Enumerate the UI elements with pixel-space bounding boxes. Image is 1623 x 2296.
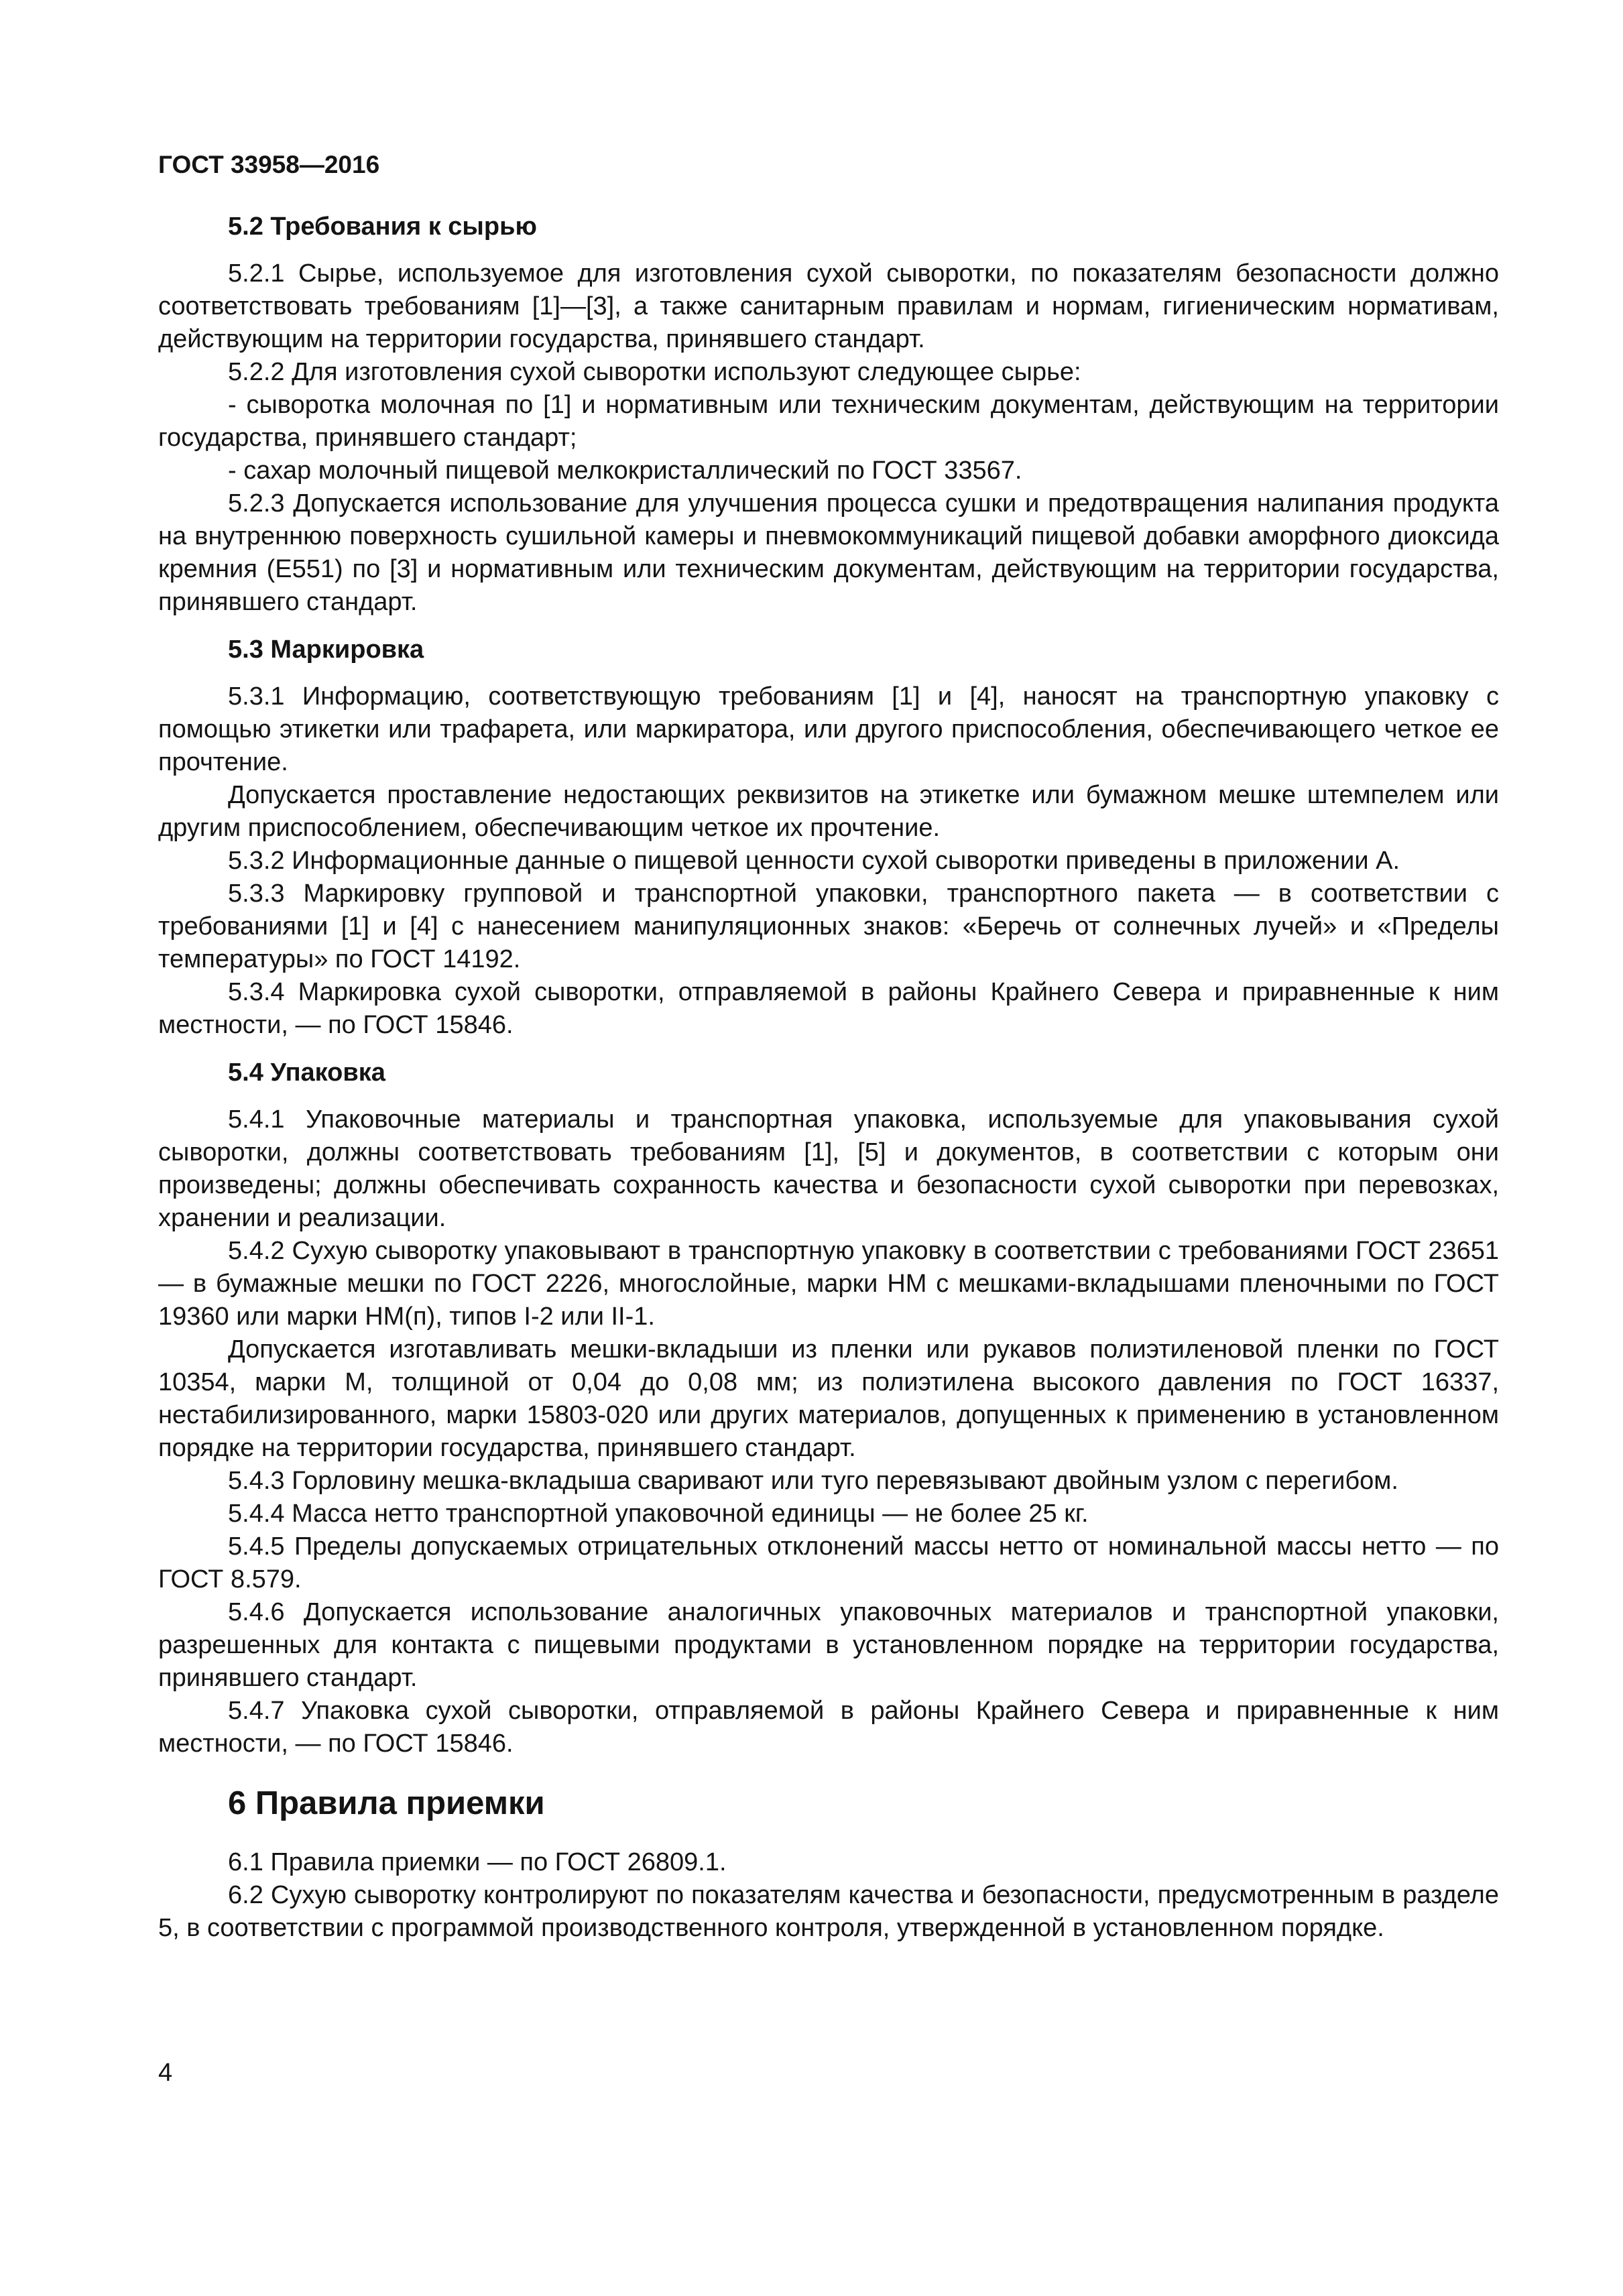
paragraph-5-4-1: 5.4.1 Упаковочные материалы и транспортная упаковка, используемые для упаковывания сухой сыворотки, должны соответствовать требованиям [1], [5] и документов, в соответствии с которым они произведены; должны обеспечивать сохранность качества и безопасности сухой сыворотки при перевозках, хранении и реализации. <box>158 1105 1499 1232</box>
section-heading-5-3: 5.3 Маркировка <box>228 636 424 664</box>
paragraph-5-3-3: 5.3.3 Маркировку групповой и транспортной упаковки, транспортного пакета — в соответствии с требованиями [1] и [4] с нанесением манипуляционных знаков: «Беречь от солнечных лучей» и «Пределы температуры» по ГОСТ 14192. <box>158 880 1499 973</box>
paragraph-6-2: 6.2 Сухую сыворотку контролируют по показателям качества и безопасности, предусмотренным в разделе 5, в соответствии с программой производственного контроля, утвержденной в установленном порядке. <box>158 1881 1499 1942</box>
paragraph-5-4-4: 5.4.4 Масса нетто транспортной упаковочной единицы — не более 25 кг. <box>228 1500 1089 1528</box>
section-heading-5-2: 5.2 Требования к сырью <box>228 213 537 241</box>
section-heading-5-4: 5.4 Упаковка <box>228 1059 385 1087</box>
paragraph-5-2-1: 5.2.1 Сырье, используемое для изготовления сухой сыворотки, по показателям безопасности должно соответствовать требованиям [1]—[3], а также санитарным правилам и нормам, гигиеническим нормативам, действующим на территории государства, принявшего стандарт. <box>158 259 1499 353</box>
paragraph-5-4-3: 5.4.3 Горловину мешка-вкладыша сваривают или туго перевязывают двойным узлом с перегибом. <box>228 1467 1398 1495</box>
list-item-whey: - сыворотка молочная по [1] и нормативным или техническим документам, действующим на территории государства, принявшего стандарт; <box>158 391 1499 452</box>
paragraph-5-4-6: 5.4.6 Допускается использование аналогичных упаковочных материалов и транспортной упаковки, разрешенных для контакта с пищевыми продуктами в установленном порядке на территории государства, принявшего стандарт. <box>158 1598 1499 1692</box>
paragraph-5-4-5: 5.4.5 Пределы допускаемых отрицательных отклонений массы нетто от номинальной массы нетто — по ГОСТ 8.579. <box>158 1532 1499 1593</box>
paragraph-5-2-3: 5.2.3 Допускается использование для улучшения процесса сушки и предотвращения налипания продукта на внутреннюю поверхность сушильной камеры и пневмокоммуникаций пищевой добавки аморфного диоксида кремния (E551) по [3] и нормативным или техническим документам, действующим на территории государства, принявшего стандарт. <box>158 489 1499 616</box>
page-number: 4 <box>158 2059 173 2087</box>
paragraph-5-3-1: 5.3.1 Информацию, соответствующую требованиям [1] и [4], наносят на транспортную упаковку с помощью этикетки или трафарета, или маркиратора, или другого приспособления, обеспечивающего четкое ее прочтение. <box>158 682 1499 776</box>
paragraph-5-3-1-note: Допускается проставление недостающих реквизитов на этикетке или бумажном мешке штемпелем или другим приспособлением, обеспечивающим четкое их прочтение. <box>158 781 1499 842</box>
paragraph-5-4-2: 5.4.2 Сухую сыворотку упаковывают в транспортную упаковку в соответствии с требованиями ГОСТ 23651 — в бумажные мешки по ГОСТ 2226, многослойные, марки НМ с мешками-вкладышами пленочными по ГОСТ 19360 или марки НМ(п), типов I-2 или II-1. <box>158 1237 1499 1331</box>
chapter-heading-6: 6 Правила приемки <box>228 1785 545 1821</box>
paragraph-5-2-2: 5.2.2 Для изготовления сухой сыворотки используют следующее сырье: <box>228 358 1081 386</box>
document-header: ГОСТ 33958—2016 <box>158 151 380 178</box>
paragraph-5-3-4: 5.3.4 Маркировка сухой сыворотки, отправляемой в районы Крайнего Севера и приравненные к ним местности, — по ГОСТ 15846. <box>158 978 1499 1039</box>
paragraph-6-1: 6.1 Правила приемки — по ГОСТ 26809.1. <box>228 1848 727 1876</box>
document-page <box>158 149 1499 1945</box>
list-item-lactose: - сахар молочный пищевой мелкокристаллический по ГОСТ 33567. <box>228 457 1022 485</box>
paragraph-5-4-7: 5.4.7 Упаковка сухой сыворотки, отправляемой в районы Крайнего Севера и приравненные к ним местности, — по ГОСТ 15846. <box>158 1697 1499 1758</box>
paragraph-5-4-2-note: Допускается изготавливать мешки-вкладыши из пленки или рукавов полиэтиленовой пленки по ГОСТ 10354, марки М, толщиной от 0,04 до 0,08 мм; из полиэтилена высокого давления по ГОСТ 16337, нестабилизированного, марки 15803-020 или других материалов, допущенных к применению в установленном порядке на территории государства, принявшего стандарт. <box>158 1335 1499 1462</box>
paragraph-5-3-2: 5.3.2 Информационные данные о пищевой ценности сухой сыворотки приведены в приложении А. <box>228 847 1400 875</box>
